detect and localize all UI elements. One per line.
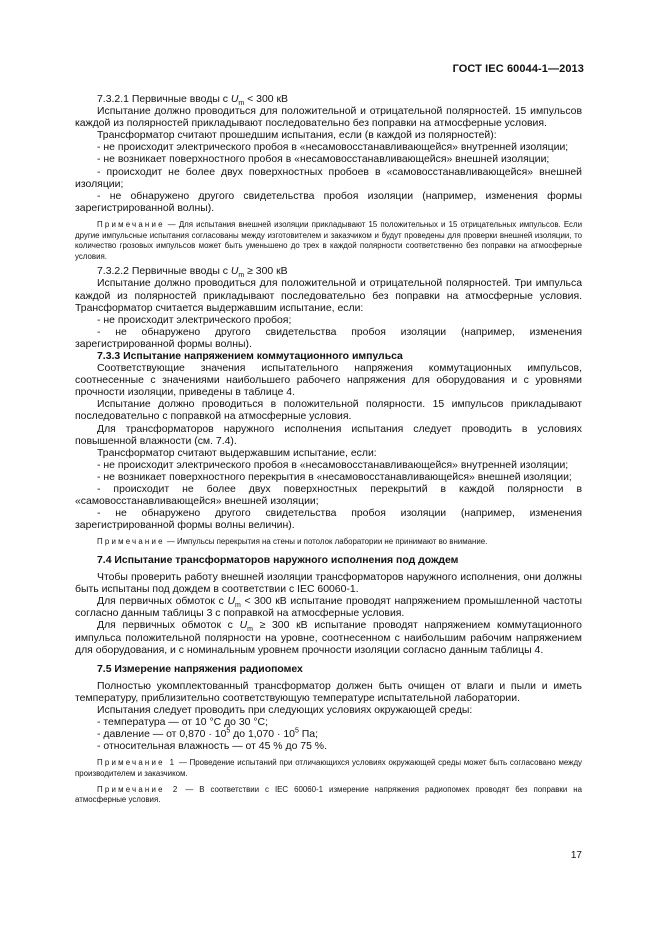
paragraph (75, 596, 582, 620)
note-label: Примечание (97, 219, 165, 229)
list-item: - не возникает поверхностного пробоя в «несамовосстанавливающейся» внешней изоляции; (97, 154, 550, 166)
list-item-text: Па; (298, 729, 318, 741)
symbol-u: U (227, 596, 235, 608)
note (75, 220, 582, 262)
list-item: - не происходит электрического пробоя; (97, 314, 292, 326)
paragraph: Трансформатор считают прошедшим испытания, если (в каждой из полярностей): (97, 130, 497, 142)
paragraph: Трансформатор считают выдержавшим испытание, если: (97, 447, 377, 459)
paragraph-text: ≥ 300 кВ испытание проводят напряжением коммутационного импульса положительной полярности на уровне, соотнесенном с наибольшим рабочим напряжением для оборудования, и с номинальным уровнем прочности изоляции согласно данным таблицы 4. (75, 620, 582, 656)
paragraph: Полностью укомплектованный трансформатор должен быть очищен от влаги и пыли и иметь температуру, приблизительно соответствующую температуре испытательной лаборатории. (75, 680, 582, 704)
list-item-text: - давление — от 0,870 · 10 (97, 729, 227, 741)
paragraph: Испытание должно проводиться в положительной полярности. 15 импульсов прикладывают последовательно с поправкой на атмосферные условия. (75, 399, 582, 423)
list-item: - не обнаружено другого свидетельства пробоя изоляции (например, изменения зарегистрированной формы волны). (75, 326, 582, 350)
clause-heading-text: ≥ 300 кВ (244, 266, 288, 278)
note-label: Примечание 2 (97, 784, 180, 794)
note-text: — Проведение испытаний при отличающихся условиях окружающей среды может быть согласовано между производителем и заказчиком. (75, 758, 582, 778)
note (75, 758, 582, 779)
list-item: - не происходит электрического пробоя в «несамовосстанавливающейся» внутренней изоляции; (97, 142, 569, 154)
paragraph: Испытание должно проводиться для положительной и отрицательной полярностей. Три импульса каждой из полярностей прикладывают последовательно без поправки на атмосферные условия. Трансформатор считается выдержавшим испытание, если: (75, 278, 582, 314)
subscript-m: m (247, 626, 253, 634)
section-heading-7-3-3: 7.3.3 Испытание напряжением коммутационного импульса (97, 350, 403, 362)
note (75, 785, 582, 806)
paragraph (75, 620, 582, 656)
paragraph: Для трансформаторов наружного исполнения испытания следует проводить в условиях повышенной влажности (см. 7.4). (75, 423, 582, 447)
note-text: — Для испытания внешней изоляции прикладывают 15 положительных и 15 отрицательных импульсов. Если другие импульсные испытания согласованы между изготовителем и заказчиком и будут проведены для проверки внешней изоляции, то количество грозовых импульсов может быть уменьшено до трех в каждой полярности соответственно без поправки на атмосферные условия. (75, 219, 582, 261)
clause-7-3-2-2-heading (75, 266, 582, 278)
list-item: - температура — от 10 °C до 30 °C; (97, 717, 268, 729)
list-item (75, 729, 582, 741)
page-content (75, 94, 582, 810)
standard-header: ГОСТ IEC 60044-1—2013 (452, 63, 584, 75)
list-item: - не обнаружено другого свидетельства пробоя изоляции (например, изменения формы зарегистрированной волны). (75, 190, 582, 214)
symbol-u: U (230, 94, 239, 105)
exponent: 5 (294, 727, 299, 735)
symbol-u: U (239, 620, 248, 632)
paragraph: Чтобы проверить работу внешней изоляции трансформаторов наружного исполнения, они должны быть испытаны под дождем в соответствии с IEC 60060-1. (75, 572, 582, 596)
paragraph: Испытания следует проводить при следующих условиях окружающей среды: (97, 705, 473, 716)
subscript-m: m (238, 100, 245, 108)
clause-7-3-2-1-heading (75, 94, 582, 106)
exponent: 5 (226, 727, 231, 735)
list-item: - происходит не более двух поверхностных пробоев в «самовосстанавливающейся» внешней изоляции; (75, 166, 582, 190)
list-item: - не обнаружено другого свидетельства пробоя изоляции (например, изменения зарегистрированной формы волны величин). (75, 508, 582, 532)
clause-heading-text: < 300 кВ (244, 94, 289, 105)
note-label: Примечание 1 (97, 758, 177, 768)
paragraph: Испытание должно проводиться для положительной и отрицательной полярностей. 15 импульсов каждой из полярностей прикладывают последовательно без поправки на атмосферные условия. (75, 106, 582, 130)
list-item: - происходит не более двух поверхностных перекрытий в каждой полярности в «самовосстанавливающейся» внешней изоляции; (75, 484, 582, 508)
section-heading-7-4: 7.4 Испытание трансформаторов наружного исполнения под дождем (97, 554, 459, 566)
subscript-m: m (238, 272, 245, 280)
note-text: — В соответствии с IEC 60060-1 измерение напряжения радиопомех проводят без поправки на атмосферные условия. (75, 784, 582, 805)
note (75, 537, 582, 548)
section-heading-7-5: 7.5 Измерение напряжения радиопомех (97, 663, 303, 675)
paragraph-text: Для первичных обмоток с (97, 620, 240, 632)
paragraph: Соответствующие значения испытательного напряжения коммутационных импульсов, соотнесенные с значениями наибольшего рабочего напряжения для оборудования и с уровнями прочности изоляции, приведены в таблице 4. (75, 363, 582, 399)
paragraph-text: < 300 кВ испытание проводят напряжением промышленной частоты согласно данным таблицы 3 с поправкой на атмосферные условия. (75, 596, 583, 620)
list-item: - не возникает поверхностного перекрытия в «несамовосстанавливающейся» внешней изоляции; (97, 471, 572, 483)
clause-heading-text: 7.3.2.2 Первичные вводы с (97, 266, 231, 278)
paragraph-text: Для первичных обмоток с (97, 596, 228, 608)
list-item: - относительная влажность — от 45 % до 75 %. (97, 741, 327, 753)
page-number: 17 (570, 850, 582, 861)
note-text: — Импульсы перекрытия на стены и потолок лаборатории не принимают во внимание. (164, 537, 488, 547)
list-item: - не происходит электрического пробоя в «несамовосстанавливающейся» внутренней изоляции; (97, 459, 569, 471)
clause-heading-text: 7.3.2.1 Первичные вводы с (97, 94, 231, 105)
subscript-m: m (234, 602, 241, 610)
list-item-text: до 1,070 · 10 (230, 729, 295, 741)
note-label: Примечание (97, 537, 165, 547)
symbol-u: U (230, 266, 239, 278)
